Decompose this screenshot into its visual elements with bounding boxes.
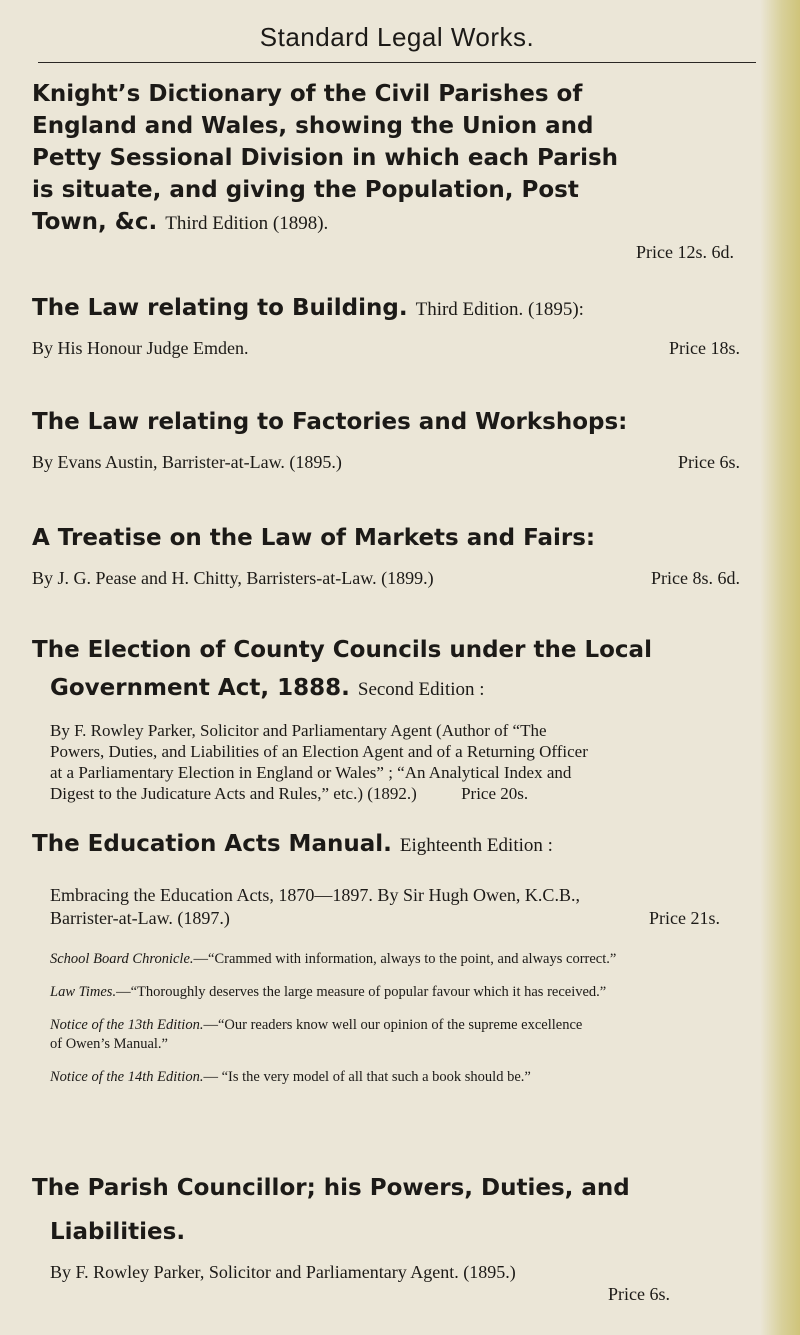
description-line: Powers, Duties, and Liabilities of an Election Agent and of a Returning Officer [50, 742, 588, 761]
review-quote [50, 1068, 762, 1087]
reviews [50, 950, 762, 1087]
review-quote [50, 950, 762, 969]
entry-byline [32, 336, 740, 360]
entry-edition: Second Edition : [357, 679, 485, 700]
description-line: By F. Rowley Parker, Solicitor and Parliamentary Agent (Author of “The [50, 721, 547, 740]
entry-title-line [32, 828, 762, 862]
review-source: Notice of the 14th Edition. [50, 1069, 204, 1085]
page-header: Standard Legal Works. [259, 22, 535, 52]
entry-title-line: England and Wales, showing the Union and [32, 113, 594, 139]
entry-law-factories [32, 406, 762, 474]
review-source: Notice of the 13th Edition. [50, 1017, 204, 1033]
entry-author: By F. Rowley Parker, Solicitor and Parliamentary Agent. (1895.) [50, 1262, 516, 1282]
entry-description [50, 720, 762, 804]
review-text: —“Thoroughly deserves the large measure of popular favour which it has received.” [116, 984, 607, 1000]
review-text: — “Is the very model of all that such a book should be.” [203, 1069, 531, 1085]
description-line: at a Parliamentary Election in England or Wales” ; “An Analytical Index and [50, 763, 572, 782]
description-line [50, 783, 762, 804]
review-quote [50, 983, 762, 1002]
entry-price: Price 12s. 6d. [636, 242, 734, 262]
review-source: School Board Chronicle. [50, 951, 194, 967]
entry-byline [32, 566, 740, 590]
entry-title: A Treatise on the Law of Markets and Fairs: [32, 525, 596, 551]
entry-title-line: Petty Sessional Division in which each Parish [32, 145, 619, 171]
entry-title-line [50, 672, 762, 706]
entry-parish-councillor [32, 1172, 762, 1304]
review-quote-continued: of Owen’s Manual.” [50, 1036, 168, 1052]
entry-title-line: Knight’s Dictionary of the Civil Parishes of [32, 81, 583, 107]
entry-description [50, 884, 762, 930]
entry-price: Price 20s. [461, 784, 529, 803]
description-line [50, 907, 720, 930]
entry-title: The Law relating to Factories and Workshops: [32, 409, 628, 435]
entry-edition: Third Edition. (1895): [415, 299, 584, 320]
entry-markets-fairs [32, 522, 762, 590]
entry-title-line: Liabilities. [50, 1219, 186, 1245]
description-line: Embracing the Education Acts, 1870—1897. By Sir Hugh Owen, K.C.B., [50, 885, 580, 905]
entry-title-line: is situate, and giving the Population, Post [32, 177, 579, 203]
page-edge-shading [760, 0, 800, 1335]
entry-byline [32, 450, 740, 474]
entry-title-line [32, 206, 762, 240]
entry-education-acts [32, 828, 762, 1087]
entry-edition: Third Edition (1898). [165, 213, 329, 234]
header-rule [38, 62, 756, 63]
entry-title: The Education Acts Manual. [32, 831, 392, 857]
entry-price: Price 8s. 6d. [651, 568, 740, 588]
review-quote [50, 1016, 762, 1035]
entry-title: The Law relating to Building. [32, 295, 408, 321]
entry-law-building [32, 292, 762, 360]
review-text: —“Our readers know well our opinion of the supreme excellence [203, 1017, 583, 1033]
entry-price: Price 6s. [678, 452, 740, 472]
entry-title-line [32, 292, 762, 326]
entry-knights-dictionary [32, 78, 762, 264]
review-text: —“Crammed with information, always to the point, and always correct.” [193, 951, 617, 967]
entry-price: Price 6s. [608, 1284, 670, 1304]
entry-author: By J. G. Pease and H. Chitty, Barristers-at-Law. (1899.) [32, 568, 434, 588]
entry-county-councils [32, 634, 762, 804]
entry-edition: Eighteenth Edition : [399, 835, 553, 856]
entry-title-last: Town, &c. [32, 209, 158, 235]
description-last: Barrister-at-Law. (1897.) [50, 908, 230, 928]
entry-title-line: The Election of County Councils under the Local [32, 637, 652, 663]
entry-price: Price 18s. [669, 338, 740, 358]
entry-price: Price 21s. [649, 908, 720, 928]
entry-author: By Evans Austin, Barrister-at-Law. (1895.) [32, 452, 342, 472]
description-last: Digest to the Judicature Acts and Rules,” etc.) (1892.) [50, 784, 417, 803]
entry-author: By His Honour Judge Emden. [32, 338, 249, 358]
entry-title-line: The Parish Councillor; his Powers, Duties, and [32, 1175, 630, 1201]
entry-title-last: Government Act, 1888. [50, 675, 350, 701]
review-source: Law Times. [50, 984, 117, 1000]
